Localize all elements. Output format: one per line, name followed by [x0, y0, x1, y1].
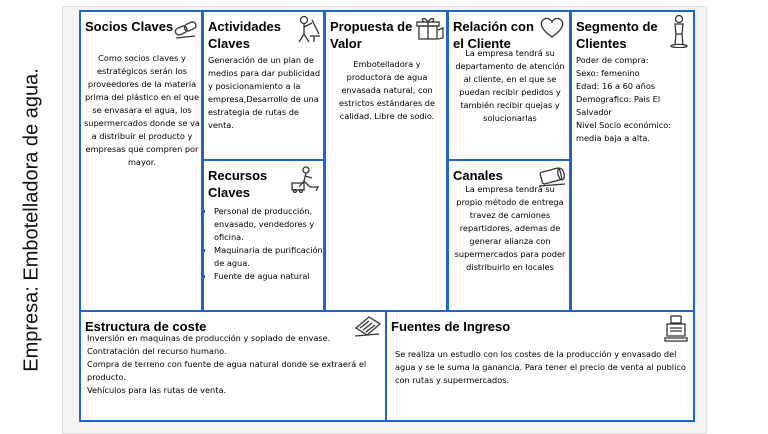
- company-title-vertical: [10, 50, 54, 390]
- person-icon: [668, 14, 690, 48]
- resources-worker-icon: [290, 165, 320, 193]
- recursos-claves-box: [202, 159, 325, 312]
- actividades-claves-text: Generación de un plan de medios para dar publicidad y posicionamiento a la empresa,Desarrollo de una estrategia de rutas de venta.: [208, 55, 321, 130]
- actividades-claves-box: [202, 10, 325, 161]
- segmento-clientes-text: [576, 54, 693, 145]
- recurso-item: • Personal de producción, envasado, vendedores y oficina.: [214, 205, 323, 244]
- actividades-claves-title: Actividades Claves: [208, 19, 281, 51]
- link-chain-icon: [173, 18, 199, 40]
- propuesta-valor-text: Embotelladora y productora de agua envasada natural, con estrictos estándares de calidad. Libre de sodio.: [338, 59, 435, 121]
- cash-register-icon: [663, 314, 689, 342]
- segmento-clientes-title: Segmento de Clientes: [576, 19, 658, 51]
- fuentes-ingreso-title: Fuentes de Ingreso: [391, 319, 511, 334]
- segmento-line: Edad: 16 a 60 años: [576, 81, 656, 91]
- canales-title: Canales: [453, 168, 503, 183]
- socios-claves-text: Como socios claves y estratégicos serán los proveedores de la materia prima del plástico en el que se envasara el agua, los supermercados donde se va a distribuir el producto y empresas que compren por mayor.: [84, 53, 200, 167]
- canales-box: [447, 159, 571, 312]
- recurso-item: • Maquinaria de purificación de agua.: [214, 244, 323, 270]
- fuentes-ingreso-box: [385, 310, 695, 422]
- company-title-label: Empresa: Embotelladora de agua.: [20, 68, 43, 372]
- segmento-line: Demografico: Pais El Salvador: [576, 94, 661, 117]
- segmento-line: Poder de compra:: [576, 55, 649, 65]
- estructura-coste-box: [79, 310, 387, 422]
- worker-icon: [292, 14, 322, 44]
- propuesta-valor-title: Propuesta de Valor: [330, 19, 413, 51]
- heart-icon: [539, 16, 565, 40]
- coste-line: Vehículos para las rutas de venta.: [87, 385, 227, 395]
- relacion-cliente-title: Relación con el Cliente: [453, 19, 534, 51]
- recursos-claves-list: [206, 205, 323, 283]
- segmento-line: Sexo: femenino: [576, 68, 640, 78]
- canales-text: La empresa tendrá su propio método de entrega travez de camiones repartidores, ademas de generar alianza con supermercados para poder distribuirlo en locales: [454, 184, 566, 272]
- segmento-line: Nivel Socio económico: media baja a alta.: [576, 120, 672, 143]
- estructura-coste-text: [87, 332, 377, 397]
- socios-claves-box: [79, 10, 203, 312]
- coste-line: Inversión en maquinas de producción y soplado de envase.: [87, 333, 331, 343]
- recurso-item: • Fuente de agua natural: [214, 270, 323, 283]
- relacion-cliente-box: [447, 10, 571, 161]
- segmento-clientes-box: [570, 10, 695, 312]
- fuentes-ingreso-text: Se realiza un estudio con los costes de la producción y envasado del agua y se le suma la ganancia. Para tener el precio de venta al publico con rutas y supermercados.: [395, 349, 686, 385]
- gift-icon: [416, 16, 444, 42]
- socios-claves-title: Socios Claves: [85, 19, 174, 34]
- propuesta-valor-box: [324, 10, 448, 312]
- recursos-claves-title: Recursos Claves: [208, 168, 268, 200]
- estructura-coste-title: Estructura de coste: [85, 319, 207, 334]
- coste-line: Contratación del recurso humano.: [87, 346, 227, 356]
- coste-line: Compra de terreno con fuente de agua natural donde se extraerá el producto.: [87, 359, 367, 382]
- relacion-cliente-text: La empresa tendrá su departamento de atención al cliente, en el que se puedan recibir pedidos y también recibir quejas y solucionarlas: [455, 48, 565, 123]
